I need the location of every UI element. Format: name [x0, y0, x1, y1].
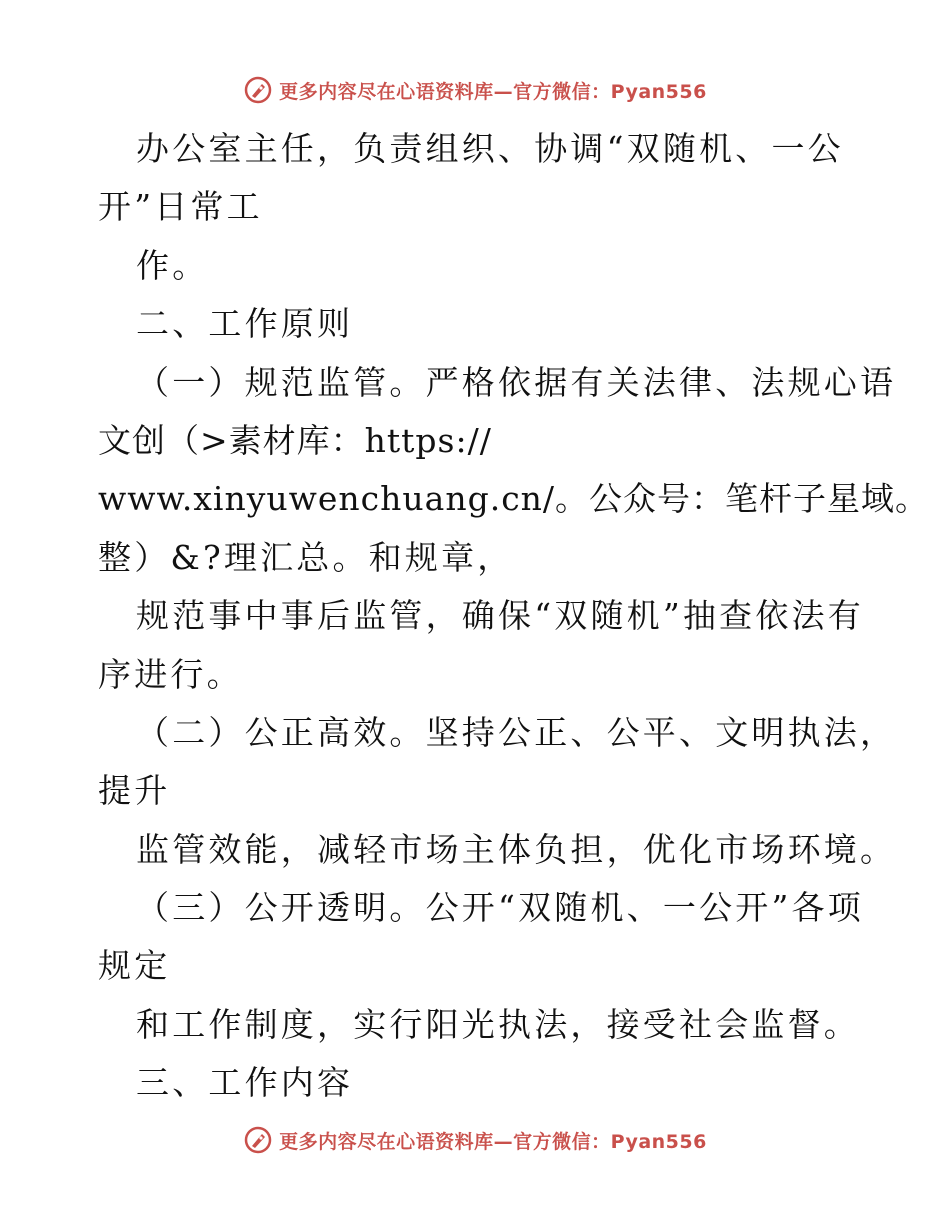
- section-heading: 二、工作原则: [136, 304, 354, 344]
- text-line: 提升: [98, 771, 171, 811]
- section-heading: 三、工作内容: [136, 1063, 354, 1103]
- document-body: [98, 120, 930, 1113]
- text-line: （二）公正高效。坚持公正、公平、文明执法，: [136, 712, 897, 752]
- text-line: 办公室主任，负责组织、协调“双随机、一公: [136, 129, 844, 168]
- watermark-text: 更多内容尽在心语资料库—官方微信：Pyan556: [279, 1130, 707, 1153]
- text-line: 规范事中事后监管，确保“双随机”抽查依法有: [136, 596, 864, 636]
- header-watermark: [0, 70, 950, 110]
- text-line: 和工作制度，实行阳光执法，接受社会监督。: [136, 1004, 860, 1044]
- text-line: 监管效能，减轻市场主体负担，优化市场环境。: [136, 829, 897, 869]
- footer-watermark: [0, 1120, 950, 1160]
- text-line: 开”日常工: [98, 187, 263, 227]
- text-line: 文创（>素材库：https://: [98, 420, 492, 460]
- text-line: （一）规范监管。严格依据有关法律、法规心语: [136, 362, 897, 402]
- text-line: 序进行。: [98, 654, 243, 694]
- pen-nib-circle-icon: [243, 75, 273, 105]
- pen-nib-circle-icon: [243, 1125, 273, 1155]
- text-line: 整）&?理汇总。和规章，: [98, 537, 514, 577]
- watermark-text: 更多内容尽在心语资料库—官方微信：Pyan556: [279, 80, 707, 103]
- text-line: 作。: [136, 245, 209, 285]
- text-line: 规定: [98, 946, 171, 986]
- text-line: （三）公开透明。公开“双随机、一公开”各项: [136, 888, 864, 928]
- text-line: www.xinyuwenchuang.cn/。公众号：笔杆子星域。: [98, 479, 930, 519]
